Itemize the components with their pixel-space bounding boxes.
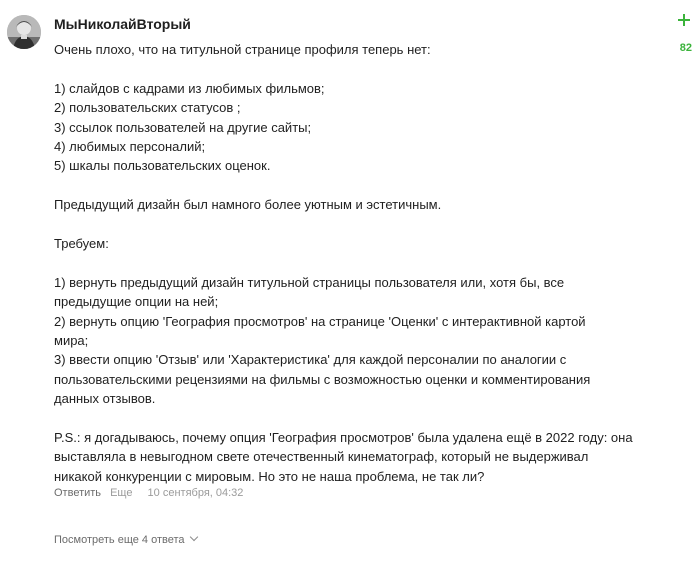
show-more-replies-button[interactable] xyxy=(54,534,197,546)
author-name[interactable]: МыНиколайВторый xyxy=(54,16,191,32)
comment-score: 82 xyxy=(679,42,692,54)
avatar[interactable] xyxy=(7,15,41,49)
comment-body xyxy=(54,40,674,486)
comment-paragraph: Предыдущий дизайн был намного более уютным и эстетичным. xyxy=(54,197,442,213)
comment-date: 10 сентября, 04:32 xyxy=(147,487,244,499)
user-avatar-photo-icon xyxy=(7,15,41,49)
comment-actions xyxy=(54,487,249,499)
chevron-down-icon xyxy=(189,533,197,541)
comment-paragraph: Требуем: xyxy=(54,236,109,252)
comment-paragraph: P.S.: я догадываюсь, почему опция 'География просмотров' была удалена ещё в 2022 году: она выставляла в невыгодном свете отечественный кинематограф, который не выдерживал никакой конкуренции с мировым. Но это не наша проблема, не так ли? xyxy=(54,430,633,484)
comment-paragraph: 1) вернуть предыдущий дизайн титульной страницы пользователя или, хотя бы, все предыдущие опции на ней; 2) вернуть опцию 'География просмотров' на странице 'Оценки' с интерактивной картой мира; 3) ввести опцию 'Отзыв' или 'Характеристика' для каждой персоналии по аналогии с пользовательскими рецензиями на фильмы с возможностью оценки и комментирования данных отзывов. xyxy=(54,274,591,407)
show-more-replies-label: Посмотреть еще 4 ответа xyxy=(54,534,185,546)
upvote-plus-icon[interactable] xyxy=(676,12,692,28)
comment-paragraph: 1) слайдов с кадрами из любимых фильмов; 2) пользовательских статусов ; 3) ссылок пользователей на другие сайты; 4) любимых персоналий; 5) шкалы пользовательских оценок. xyxy=(54,80,325,174)
reply-button[interactable]: Ответить xyxy=(54,487,102,499)
comment-paragraph: Очень плохо, что на титульной странице профиля теперь нет: xyxy=(54,42,431,57)
more-button[interactable]: Еще xyxy=(110,487,133,499)
